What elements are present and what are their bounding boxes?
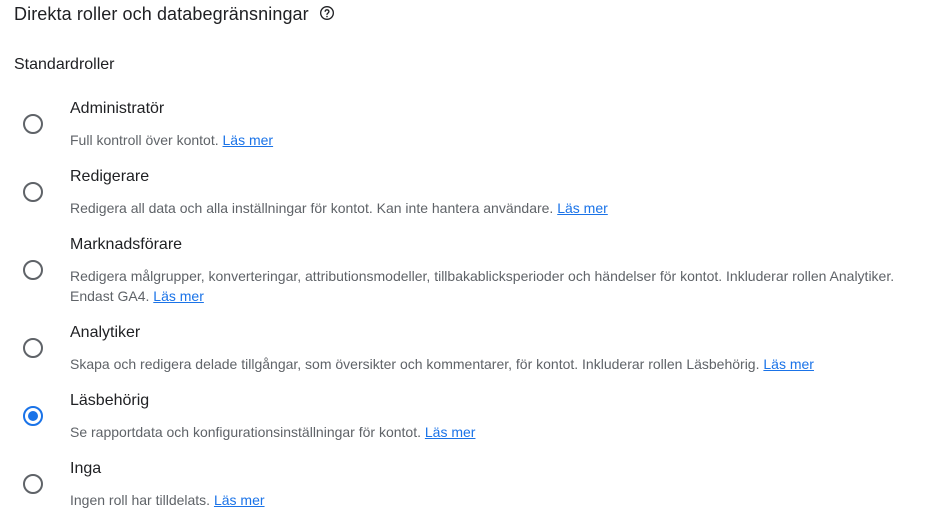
role-radio-administrator[interactable]	[23, 114, 43, 134]
role-name: Inga	[70, 460, 102, 477]
learn-more-link[interactable]: Läs mer	[424, 424, 476, 440]
role-description: Skapa och redigera delade tillgångar, som översikter och kommentarer, för kontot. Inkluderar rollen Läsbehörig. Läs mer	[70, 356, 814, 372]
role-name: Läsbehörig	[70, 392, 150, 409]
role-name: Marknadsförare	[70, 236, 183, 253]
title-row	[14, 4, 335, 25]
help-circle-icon[interactable]	[319, 5, 335, 21]
role-radio-none[interactable]	[23, 474, 43, 494]
role-radio-editor[interactable]	[23, 182, 43, 202]
role-radio-marketer[interactable]	[23, 260, 43, 280]
learn-more-link[interactable]: Läs mer	[222, 132, 274, 148]
role-description: Ingen roll har tilldelats. Läs mer	[70, 492, 265, 508]
learn-more-link[interactable]: Läs mer	[153, 288, 204, 304]
section-label-standard-roles: Standardroller	[14, 56, 115, 73]
role-radio-viewer[interactable]	[23, 406, 43, 426]
role-description: Redigera all data och alla inställningar för kontot. Kan inte hantera användare. Läs mer	[70, 200, 608, 216]
role-description: Redigera målgrupper, konverteringar, attributionsmodeller, tillbakablicksperioder och händelser för kontot. Inkluderar rollen Analytiker. Endast GA4. Läs mer	[70, 268, 895, 304]
learn-more-link[interactable]: Läs mer	[213, 492, 265, 508]
page-title: Direkta roller och databegränsningar	[14, 4, 309, 24]
role-description: Se rapportdata och konfigurationsinställningar för kontot. Läs mer	[70, 424, 476, 440]
role-name: Analytiker	[70, 324, 141, 341]
learn-more-link[interactable]: Läs mer	[763, 356, 814, 372]
learn-more-link[interactable]: Läs mer	[557, 200, 608, 216]
role-description: Full kontroll över kontot. Läs mer	[70, 132, 274, 148]
role-name: Redigerare	[70, 168, 150, 185]
role-name: Administratör	[70, 100, 165, 117]
role-radio-analyst[interactable]	[23, 338, 43, 358]
